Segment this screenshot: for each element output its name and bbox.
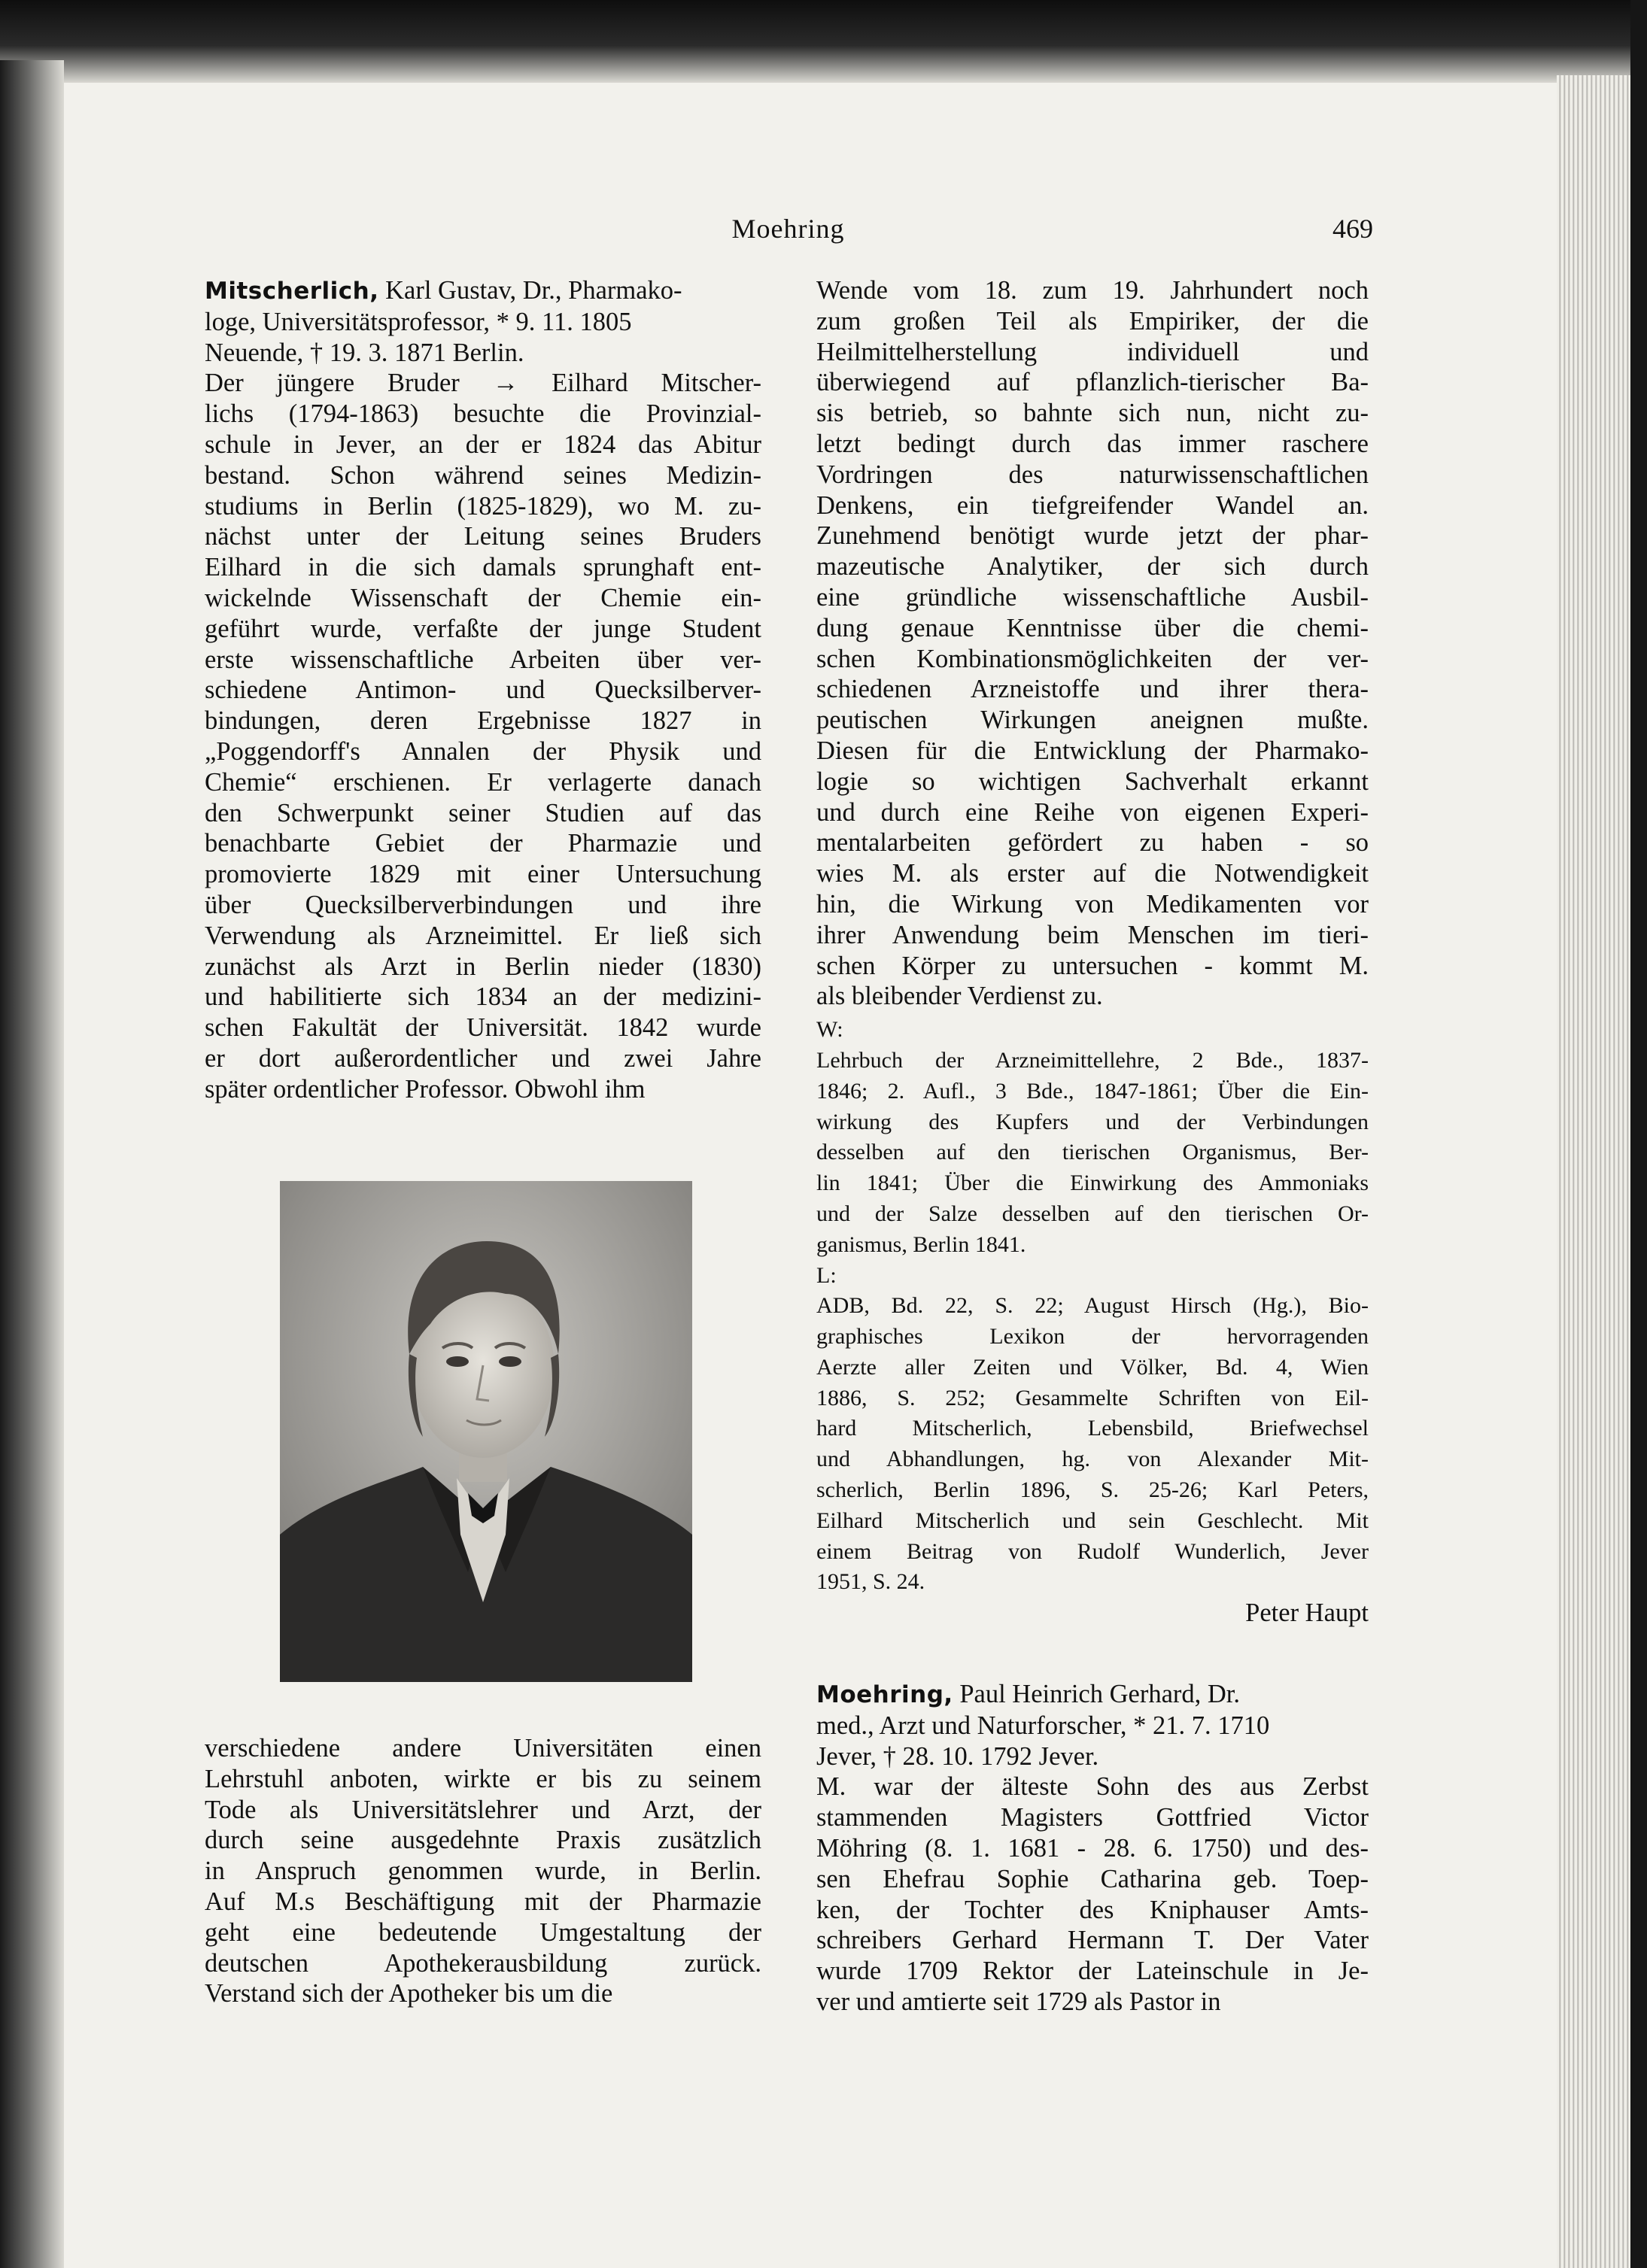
text-line: wurde 1709 Rektor der Lateinschule in Je- xyxy=(816,1957,1369,1986)
text-line: ganismus, Berlin 1841. xyxy=(816,1231,1026,1257)
text-line: Möhring (8. 1. 1681 - 28. 6. 1750) und des- xyxy=(816,1833,1369,1863)
text-line: Verwendung als Arzneimittel. Er ließ sich xyxy=(205,921,761,950)
heading-line: loge, Universitätsprofessor, * 9. 11. 1805 xyxy=(205,307,632,336)
text-line: Eilhard in die sich damals sprunghaft ent- xyxy=(205,553,761,582)
text-line: scherlich, Berlin 1896, S. 25-26; Karl Peters, xyxy=(816,1477,1369,1503)
text-line: lichs (1794-1863) besuchte die Provinzial- xyxy=(205,399,761,429)
heading-line: Karl Gustav, Dr., Pharmako- xyxy=(385,276,682,305)
text-line: Tode als Universitätslehrer und Arzt, der xyxy=(205,1795,761,1824)
text-line: in Anspruch genommen wurde, in Berlin. xyxy=(205,1857,761,1886)
heading-line: Paul Heinrich Gerhard, Dr. xyxy=(959,1680,1241,1708)
text-line: mazeutische Analytiker, der sich durch xyxy=(816,552,1369,581)
entry-name: Moehring, xyxy=(816,1681,953,1708)
text-line: schen Kombinationsmöglichkeiten der ver- xyxy=(816,644,1369,673)
text-line: zunächst als Arzt in Berlin nieder (1830) xyxy=(205,952,761,981)
text-line: Verstand sich der Apotheker bis um die xyxy=(205,1979,613,2008)
works-list xyxy=(816,1046,1369,1261)
text-line: Heilmittelherstellung individuell und xyxy=(816,337,1369,366)
book-gutter-shadow xyxy=(0,60,64,2268)
text-line: Chemie“ erschienen. Er verlagerte danach xyxy=(205,767,761,797)
page-header xyxy=(203,213,1373,250)
entry-author: Peter Haupt xyxy=(1245,1599,1369,1628)
text-line: bestand. Schon während seines Medizin- xyxy=(205,460,761,490)
text-line: eine gründliche wissenschaftliche Ausbil- xyxy=(816,582,1369,612)
text-line: mentalarbeiten gefördert zu haben - so xyxy=(816,828,1369,858)
literature-list xyxy=(816,1291,1369,1598)
scan-top-edge xyxy=(0,0,1647,83)
text-line: wies M. als erster auf die Notwendigkeit xyxy=(816,859,1369,888)
heading-line: Jever, † 28. 10. 1792 Jever. xyxy=(816,1741,1099,1771)
running-title: Moehring xyxy=(731,214,845,244)
text-line: als bleibender Verdienst zu. xyxy=(816,982,1103,1011)
text-line: Lehrstuhl anboten, wirkte er bis zu seinem xyxy=(205,1764,761,1793)
text-line: Zunehmend benötigt wurde jetzt der phar- xyxy=(816,521,1369,551)
text-line: durch seine ausgedehnte Praxis zusätzlich xyxy=(205,1826,761,1855)
text-line: Wende vom 18. zum 19. Jahrhundert noch xyxy=(816,276,1369,305)
portrait-image xyxy=(280,1181,692,1682)
text-line: überwiegend auf pflanzlich-tierischer Ba- xyxy=(816,368,1369,397)
right-column xyxy=(816,275,1369,1629)
text-line: und durch eine Reihe von eigenen Experi- xyxy=(816,797,1369,827)
entry-heading-mitscherlich xyxy=(205,275,761,368)
text-line: 1886, S. 252; Gesammelte Schriften von Eil- xyxy=(816,1385,1369,1410)
text-line: Eilhard Mitscherlich und sein Geschlecht. Mit xyxy=(816,1507,1369,1533)
text-line: logie so wichtigen Sachverhalt erkannt xyxy=(816,767,1369,796)
page-number: 469 xyxy=(1332,214,1373,244)
text-line: 1846; 2. Aufl., 3 Bde., 1847-1861; Über die Ein- xyxy=(816,1078,1369,1104)
entry-body xyxy=(205,368,761,1104)
scan-right-edge xyxy=(1630,0,1647,2268)
works-label: W: xyxy=(816,1017,843,1043)
text-line: Aerzte aller Zeiten und Völker, Bd. 4, Wien xyxy=(816,1354,1369,1380)
text-line: einem Beitrag von Rudolf Wunderlich, Jever xyxy=(816,1538,1369,1564)
text-line: Diesen für die Entwicklung der Pharmako- xyxy=(816,736,1369,765)
text-line: schiedenen Arzneistoffe und ihrer thera- xyxy=(816,675,1369,704)
text-line: schiedene Antimon- und Quecksilberver- xyxy=(205,676,761,705)
entry-body xyxy=(816,1772,1369,2017)
heading-line: Neuende, † 19. 3. 1871 Berlin. xyxy=(205,338,524,367)
text-line: promovierte 1829 mit einer Untersuchung xyxy=(205,860,761,889)
text-line: schule in Jever, an der er 1824 das Abitur xyxy=(205,430,761,459)
text-line: zum großen Teil als Empiriker, der die xyxy=(816,306,1369,335)
entry-moehring xyxy=(816,1679,1369,2018)
text-line: benachbarte Gebiet der Pharmazie und xyxy=(205,829,761,858)
text-line: sen Ehefrau Sophie Catharina geb. Toep- xyxy=(816,1864,1369,1893)
text-line: desselben auf den tierischen Organismus, Ber- xyxy=(816,1140,1369,1165)
text-line: studiums in Berlin (1825-1829), wo M. zu- xyxy=(205,491,761,521)
text-line: Lehrbuch der Arzneimittellehre, 2 Bde., 1837- xyxy=(816,1047,1369,1073)
text-line: und der Salze desselben auf den tierischen Or- xyxy=(816,1201,1369,1226)
text-line: geht eine bedeutende Umgestaltung der xyxy=(205,1917,761,1947)
text-line: M. war der älteste Sohn des aus Zerbst xyxy=(816,1772,1369,1802)
text-line: und habilitierte sich 1834 an der medizini- xyxy=(205,982,761,1012)
text-line: wickelnde Wissenschaft der Chemie ein- xyxy=(205,583,761,612)
text-line: 1951, S. 24. xyxy=(816,1569,925,1595)
entry-name: Mitscherlich, xyxy=(205,278,379,305)
text-line: sis betrieb, so bahnte sich nun, nicht zu- xyxy=(816,399,1369,428)
entry-heading-moehring xyxy=(816,1679,1369,1772)
text-line: den Schwerpunkt seiner Studien auf das xyxy=(205,798,761,827)
left-column xyxy=(205,275,761,1105)
heading-line: med., Arzt und Naturforscher, * 21. 7. 1710 xyxy=(816,1711,1270,1740)
text-line: nächst unter der Leitung seines Bruders xyxy=(205,522,761,551)
text-line: bindungen, deren Ergebnisse 1827 in xyxy=(205,706,761,736)
text-line: „Poggendorff's Annalen der Physik und xyxy=(205,736,761,766)
text-line: ver und amtierte seit 1729 als Pastor in xyxy=(816,1987,1221,2016)
text-line: später ordentlicher Professor. Obwohl ihm xyxy=(205,1074,646,1104)
text-line: geführt wurde, verfaßte der junge Student xyxy=(205,614,761,643)
text-line: über Quecksilberverbindungen und ihre xyxy=(205,890,761,919)
text-line: stammenden Magisters Gottfried Victor xyxy=(816,1803,1369,1832)
text-line: Denkens, ein tiefgreifender Wandel an. xyxy=(816,490,1369,520)
text-line: Vordringen des naturwissenschaftlichen xyxy=(816,460,1369,489)
text-line: hin, die Wirkung von Medikamenten vor xyxy=(816,889,1369,918)
text-line: peutischen Wirkungen aneignen mußte. xyxy=(816,706,1369,735)
text-line: schreibers Gerhard Hermann T. Der Vater xyxy=(816,1926,1369,1955)
text-line: wirkung des Kupfers und der Verbindungen xyxy=(816,1109,1369,1134)
text-line: schen Körper zu untersuchen - kommt M. xyxy=(816,951,1369,980)
text-line: ADB, Bd. 22, S. 22; August Hirsch (Hg.), Bio- xyxy=(816,1293,1369,1319)
text-line: graphisches Lexikon der hervorragenden xyxy=(816,1324,1369,1350)
text-line: erste wissenschaftliche Arbeiten über ver- xyxy=(205,645,761,674)
text-line: letzt bedingt durch das immer raschere xyxy=(816,429,1369,458)
portrait-engraving xyxy=(280,1181,692,1682)
text-line: Der jüngere Bruder → Eilhard Mitscher- xyxy=(205,369,761,398)
text-line: lin 1841; Über die Einwirkung des Ammoniaks xyxy=(816,1170,1369,1196)
text-line: Auf M.s Beschäftigung mit der Pharmazie xyxy=(205,1887,761,1916)
text-line: verschiedene andere Universitäten einen xyxy=(205,1734,761,1762)
left-column-continued xyxy=(205,1733,761,2009)
text-line: und Abhandlungen, hg. von Alexander Mit- xyxy=(816,1447,1369,1472)
text-line: ken, der Tochter des Kniphauser Amts- xyxy=(816,1895,1369,1924)
entry-body-continued xyxy=(816,275,1369,1012)
text-line: deutschen Apothekerausbildung zurück. xyxy=(205,1948,761,1978)
text-line: dung genaue Kenntnisse über die chemi- xyxy=(816,613,1369,642)
entry-body-continued xyxy=(205,1733,761,2009)
literature-label: L: xyxy=(816,1262,837,1288)
text-line: er dort außerordentlicher und zwei Jahre xyxy=(205,1043,761,1073)
text-line: hard Mitscherlich, Lebensbild, Briefwechsel xyxy=(816,1416,1369,1441)
text-line: ihrer Anwendung beim Menschen im tieri- xyxy=(816,920,1369,949)
text-line: schen Fakultät der Universität. 1842 wurde xyxy=(205,1013,761,1043)
